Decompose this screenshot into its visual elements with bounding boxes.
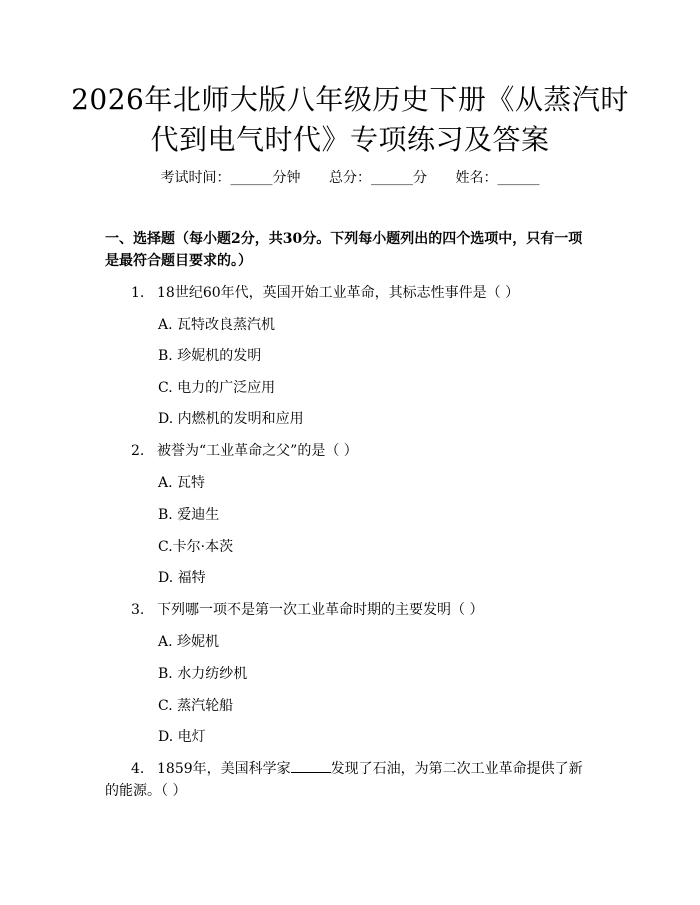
- question-text-before-blank: 1859年，美国科学家: [157, 761, 291, 777]
- question-text: 被誉为“工业革命之父”的是（ ）: [157, 443, 358, 459]
- question-2-option-c: C.卡尔·本茨: [158, 539, 234, 555]
- fill-in-blank: [291, 758, 331, 773]
- question-1-option-d: D. 内燃机的发明和应用: [158, 411, 304, 427]
- document-title-line-2: 代到电气时代》专项练习及答案: [150, 123, 550, 156]
- question-2-option-b: B. 爱迪生: [158, 507, 220, 523]
- question-text: 下列哪一项不是第一次工业革命时期的主要发明（ ）: [157, 602, 484, 618]
- question-number: 2.: [131, 443, 145, 459]
- question-3-option-d: D. 电灯: [158, 729, 206, 745]
- exam-time-field: 考试时间：______分钟: [160, 170, 301, 186]
- question-3-option-a: A. 珍妮机: [158, 634, 220, 650]
- question-3: [105, 599, 595, 621]
- question-text: 18世纪60年代，英国开始工业革命，其标志性事件是（ ）: [157, 285, 520, 301]
- question-1: [105, 282, 595, 304]
- question-2-option-a: A. 瓦特: [158, 475, 206, 491]
- total-score-field: 总分：______分: [329, 170, 427, 186]
- question-number: 3.: [131, 602, 145, 618]
- name-field: 姓名：______: [455, 170, 540, 186]
- question-1-option-c: C. 电力的广泛应用: [158, 380, 276, 396]
- question-2-option-d: D. 福特: [158, 570, 206, 586]
- document-title-line-1: 2026年北师大版八年级历史下册《从蒸汽时: [71, 83, 629, 116]
- question-4: [105, 758, 595, 802]
- question-number: 4.: [131, 761, 145, 777]
- question-text-after-blank: 发现了石油，为第二次工业革命提供了新的能源。（ ）: [105, 761, 583, 799]
- question-3-option-c: C. 蒸汽轮船: [158, 698, 234, 714]
- question-number: 1.: [131, 285, 145, 301]
- question-1-option-a: A. 瓦特改良蒸汽机: [158, 317, 276, 333]
- question-2: [105, 440, 595, 462]
- exam-info: [0, 168, 700, 188]
- question-3-option-b: B. 水力纺纱机: [158, 666, 248, 682]
- question-1-option-b: B. 珍妮机的发明: [158, 348, 262, 364]
- section-heading: 一、选择题（每小题2分，共30分。下列每小题列出的四个选项中，只有一项是最符合题目要求的。）: [105, 231, 583, 269]
